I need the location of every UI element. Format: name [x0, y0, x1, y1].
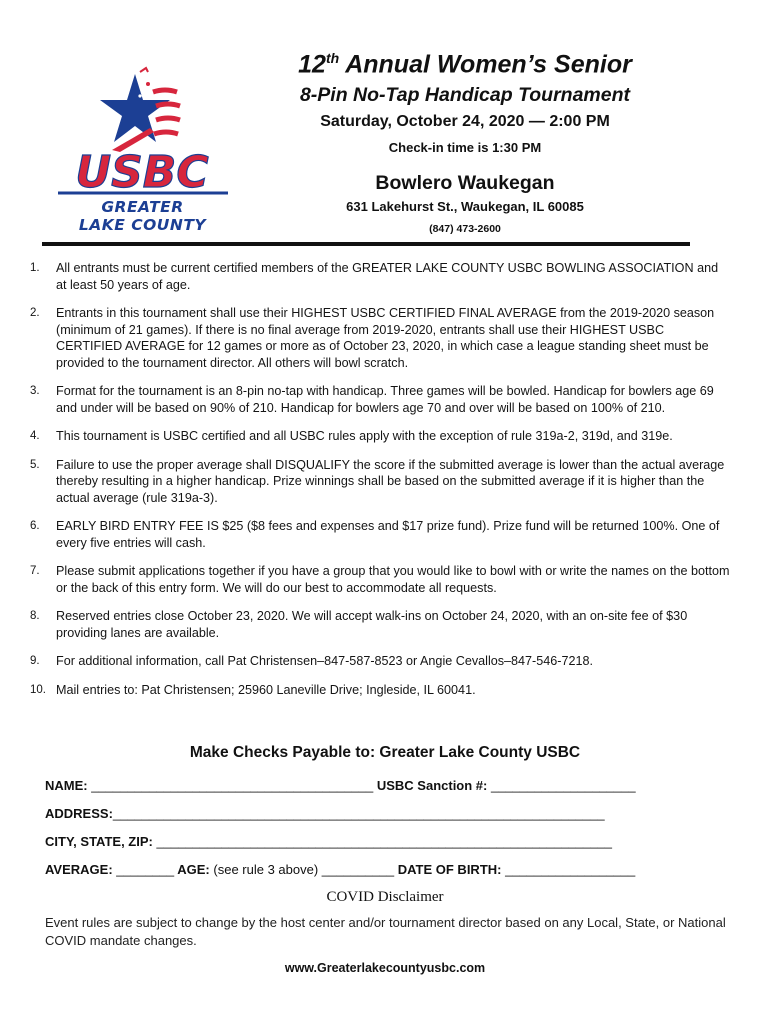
average-label: AVERAGE: [45, 862, 113, 877]
usbc-star-flag-icon [50, 66, 235, 198]
address-row [45, 806, 605, 821]
list-item: 7. Please submit applications together if you have a group that you would like to bowl with or write the names on the bottom or the back of this entry form. We will do our best to accommodate all requests. [30, 564, 730, 595]
name-label: NAME: [45, 778, 88, 793]
venue-name: Bowlero Waukegan [375, 172, 555, 194]
covid-disclaimer-title: COVID Disclaimer [326, 889, 444, 905]
list-item: 1. All entrants must be current certified members of the GREATER LAKE COUNTY USBC BOWLING ASSOCIATION and at least 50 years of age. [30, 261, 719, 292]
list-item: 2. Entrants in this tournament shall use their HIGHEST USBC CERTIFIED FINAL AVERAGE from the 2019-2020 season (minimum of 21 games). If there is no final average from 2019-2020, entrants shall use their HIGHEST USBC CERTIFIED AVERAGE for 12 games or more as of October 23, 2020, in which case a league standing sheet must be provided to the tournament director. All others will bowl scratch. [30, 306, 715, 370]
checkin-time: Check-in time is 1:30 PM [388, 140, 542, 155]
age-label: AGE: [177, 862, 210, 877]
venue-phone: (847) 473-2600 [429, 223, 501, 235]
usbc-logo-text: USBC [75, 147, 209, 198]
address-label: ADDRESS: [45, 806, 113, 821]
list-item: 3. Format for the tournament is an 8-pin no-tap with handicap. Three games will be bowled. Handicap for bowlers age 69 and under will be based on 90% of 210. Handicap for bowlers age 70 and over will be based on 100% of 210. [30, 384, 714, 415]
page-subtitle: 8-Pin No-Tap Handicap Tournament [299, 84, 631, 106]
venue-address: 631 Lakehurst St., Waukegan, IL 60085 [346, 199, 584, 214]
name-field[interactable]: _______________________________________ [91, 778, 374, 793]
rules-list [30, 260, 730, 710]
event-date: Saturday, October 24, 2020 — 2:00 PM [320, 113, 610, 130]
covid-disclaimer-text: Event rules are subject to change by the host center and/or tournament director based on any Local, State, or National COVID mandate changes. [45, 915, 726, 948]
sanction-label: USBC Sanction #: [376, 778, 488, 793]
list-item: 4. This tournament is USBC certified and all USBC rules apply with the exception of rule 319a-2, 319d, and 319e. [30, 429, 673, 443]
header-divider [42, 242, 690, 246]
list-item: 5. Failure to use the proper average shall DISQUALIFY the score if the submitted average is lower than the actual average thereby resulting in a higher handicap. Prize winnings shall be based on the submitted average if it is higher than the actual average (rule 319a-3). [30, 457, 725, 505]
average-row [45, 862, 635, 877]
logo-lake-county-text: LAKE COUNTY [78, 216, 207, 234]
city-label: CITY, STATE, ZIP: [45, 834, 153, 849]
dob-field[interactable]: __________________ [505, 862, 636, 877]
usbc-logo [50, 66, 235, 236]
address-field[interactable]: ____________________________________________________________________ [112, 806, 605, 821]
city-field[interactable]: _______________________________________________________________ [156, 834, 612, 849]
age-field[interactable]: __________ [321, 862, 395, 877]
city-row [45, 834, 612, 849]
average-field[interactable]: ________ [116, 862, 175, 877]
age-note: (see rule 3 above) [213, 862, 319, 877]
list-item: 8. Reserved entries close October 23, 2020. We will accept walk-ins on October 24, 2020, with an on-site fee of $30 providing lanes are available. [30, 609, 688, 640]
list-item: 9. For additional information, call Pat Christensen–847-587-8523 or Angie Cevallos–847-546-7218. [30, 654, 593, 668]
name-row [45, 778, 636, 793]
list-item: 10. Mail entries to: Pat Christensen; 25960 Laneville Drive; Ingleside, IL 60041. [30, 682, 476, 697]
website-link[interactable]: www.Greaterlakecountyusbc.com [284, 961, 486, 975]
logo-greater-text: GREATER [101, 198, 184, 216]
page-title: 12th Annual Women’s Senior [298, 50, 632, 79]
sanction-field[interactable]: ____________________ [490, 778, 636, 793]
list-item: 6. EARLY BIRD ENTRY FEE IS $25 ($8 fees and expenses and $17 prize fund). Prize fund will be returned 100%. One of every five entries will cash. [30, 519, 720, 550]
dob-label: DATE OF BIRTH: [397, 862, 502, 877]
payable-heading: Make Checks Payable to: Greater Lake County USBC [189, 744, 581, 761]
